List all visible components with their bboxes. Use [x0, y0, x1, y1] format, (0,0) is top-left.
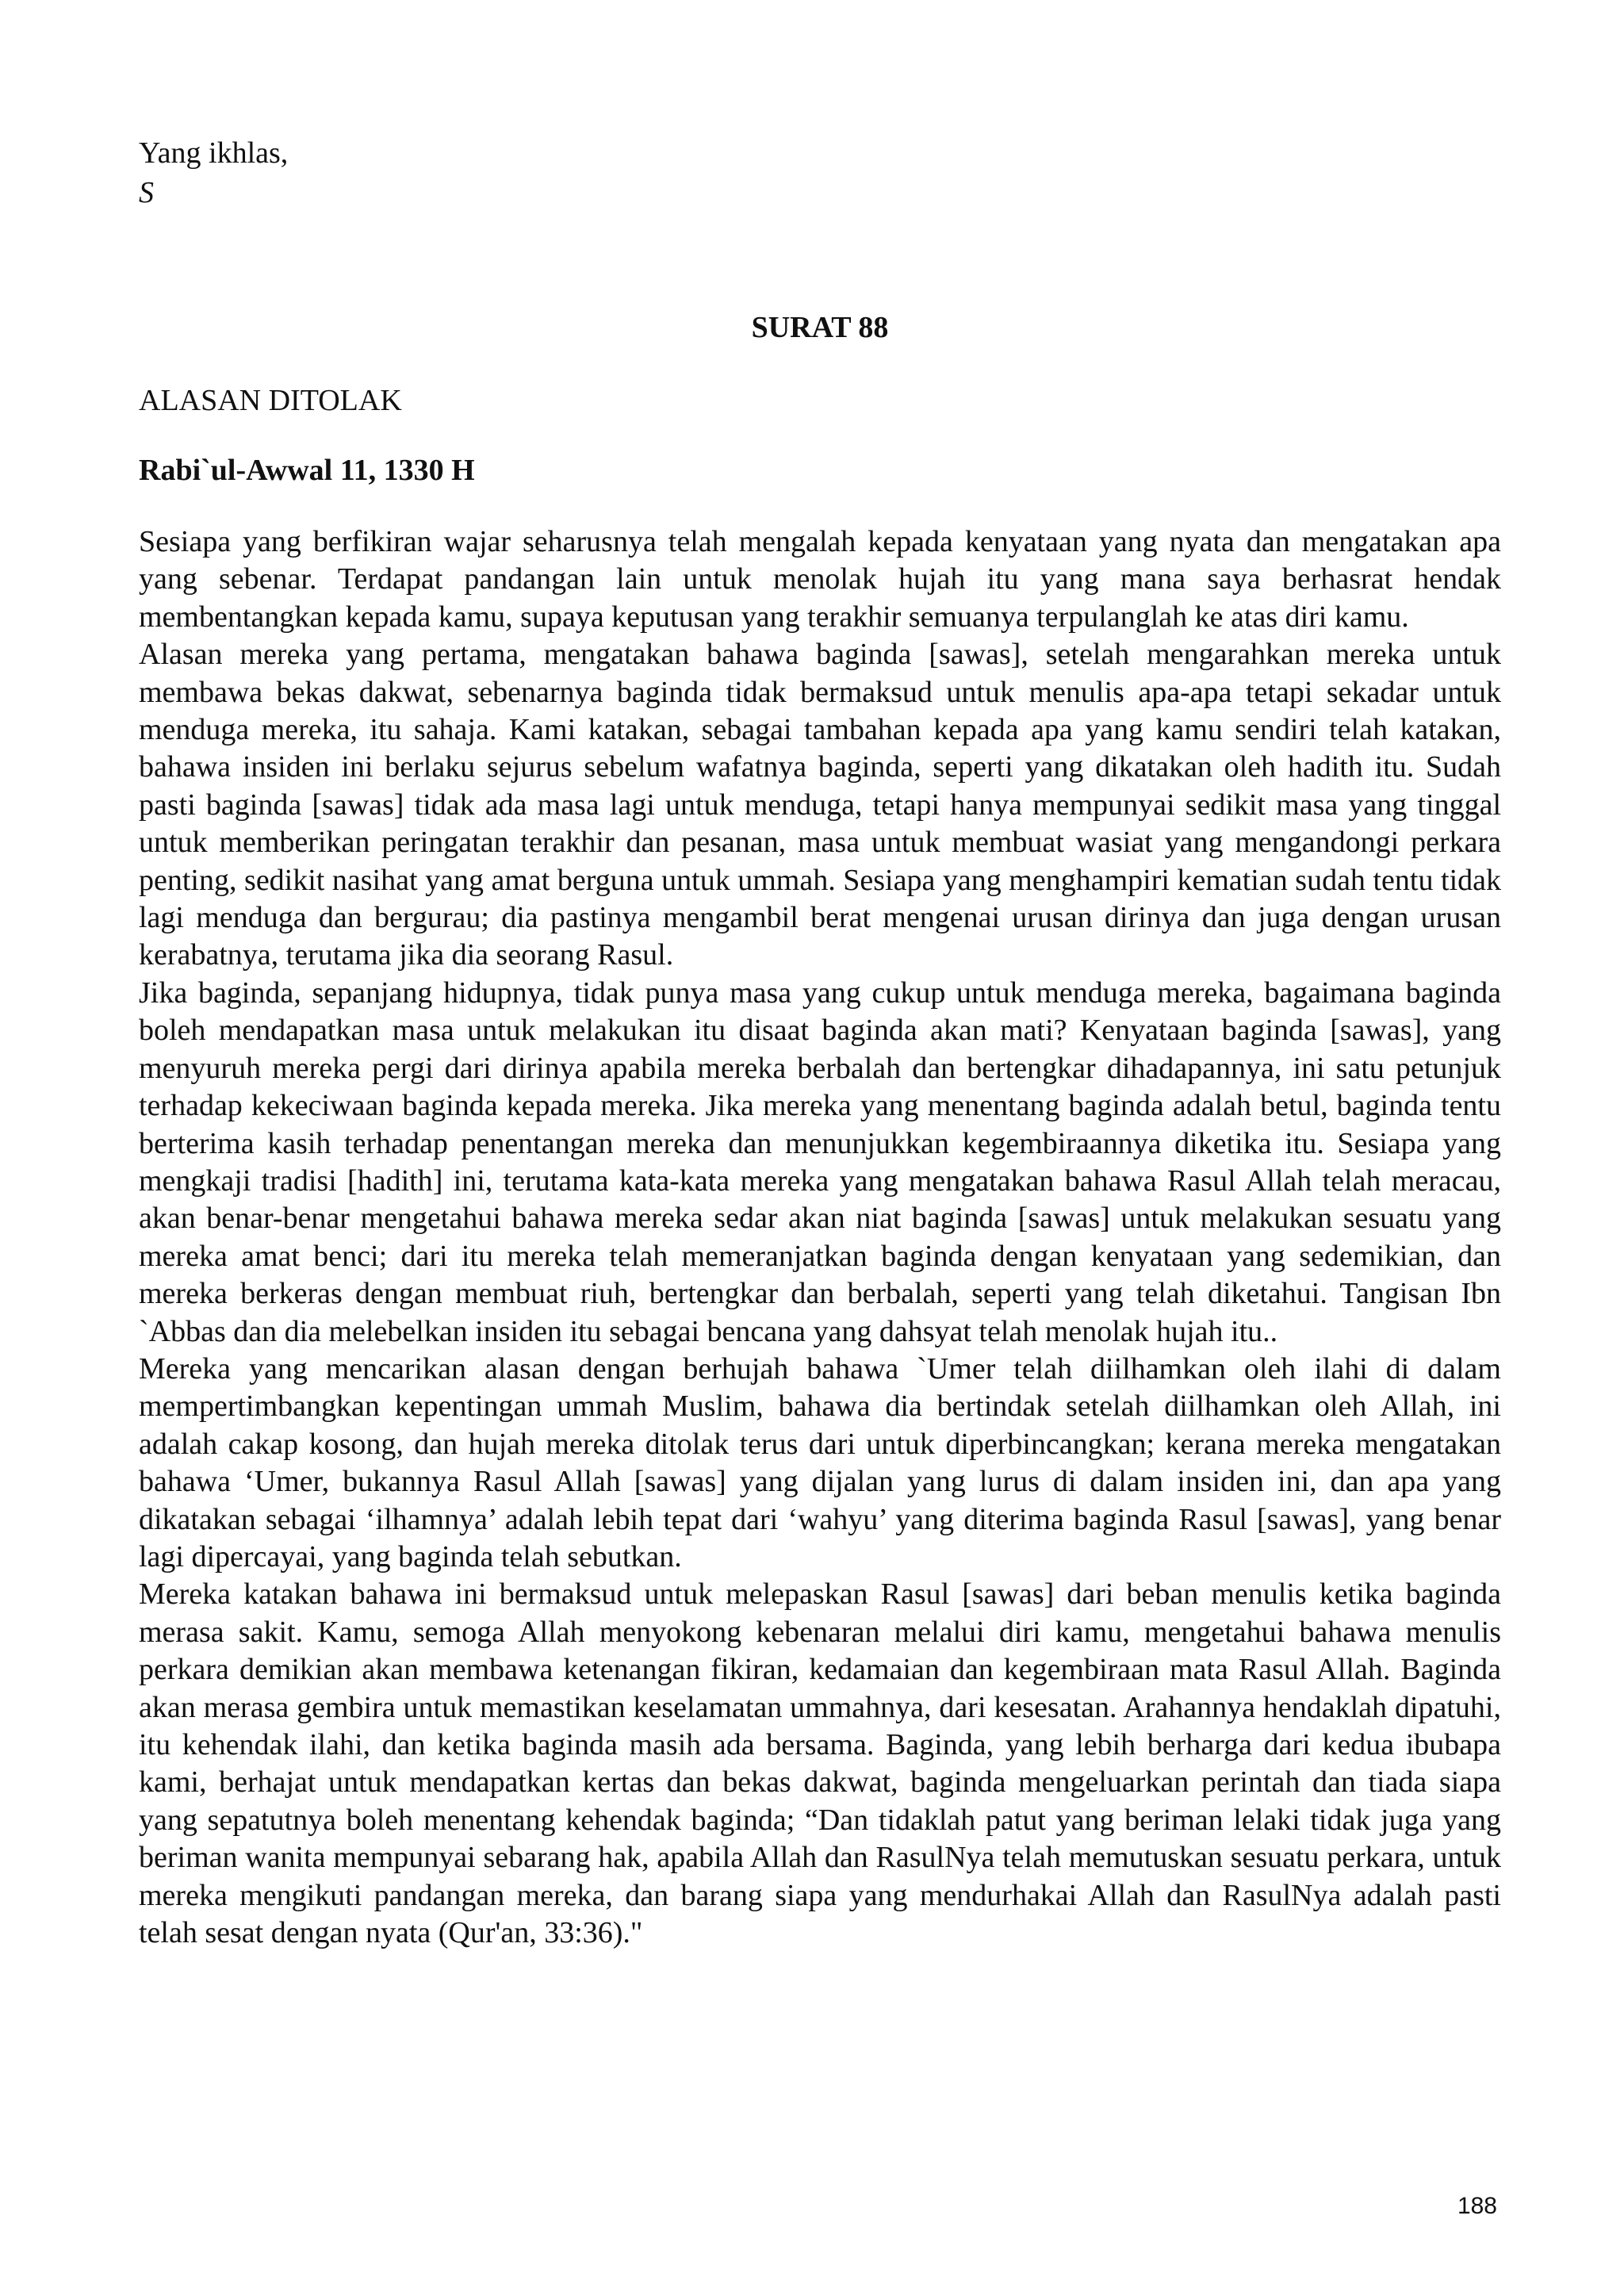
body-paragraph: Sesiapa yang berfikiran wajar seharusnya telah mengalah kepada kenyataan yang nyata dan mengatakan apa yang sebenar. Terdapat pandangan lain untuk menolak hujah itu yang mana saya berhasrat hendak membentangkan kepada kamu, supaya keputusan yang terakhir semuanya terpulanglah ke atas diri kamu. [139, 525, 1501, 634]
body-paragraph: Mereka katakan bahawa ini bermaksud untuk melepaskan Rasul [sawas] dari beban menulis ketika baginda merasa sakit. Kamu, semoga Allah menyokong kebenaran melalui diri kamu, mengetahui bahawa menulis perkara demikian akan membawa ketenangan fikiran, kedamaian dan kegembiraan mata Rasul Allah. Baginda akan merasa gembira untuk memastikan keselamatan ummahnya, dari kesesatan. Arahannya hendaklah dipatuhi, itu kehendak ilahi, dan ketika baginda masih ada bersama. Baginda, yang lebih berharga dari kedua ibubapa kami, berhajat untuk mendapatkan kertas dan bekas dakwat, baginda mengeluarkan perintah dan tiada siapa yang sepatutnya boleh menentang kehendak baginda; “Dan tidaklah patut yang beriman lelaki tidak juga yang beriman wanita mempunyai sebarang hak, apabila Allah dan RasulNya telah memutuskan sesuatu perkara, untuk mereka mengikuti pandangan mereka, dan barang siapa yang mendurhakai Allah dan RasulNya adalah pasti telah sesat dengan nyata (Qur'an, 33:36)." [139, 1577, 1501, 1950]
letter-title: SURAT 88 [751, 311, 889, 344]
body-paragraph: Mereka yang mencarikan alasan dengan berhujah bahawa `Umer telah diilhamkan oleh ilahi di dalam mempertimbangkan kepentingan ummah Muslim, bahawa dia bertindak setelah diilhamkan oleh Allah, ini adalah cakap kosong, dan hujah mereka ditolak terus dari untuk diperbincangkan; kerana mereka mengatakan bahawa ‘Umer, bukannya Rasul Allah [sawas] yang dijalan yang lurus di dalam insiden ini, dan apa yang dikatakan sebagai ‘ilhamnya’ adalah lebih tepat dari ‘wahyu’ yang diterima baginda Rasul [sawas], yang benar lagi dipercayai, yang baginda telah sebutkan. [139, 1351, 1501, 1573]
closing-block [139, 133, 1501, 213]
letter-body [139, 523, 1501, 1952]
body-paragraph: Alasan mereka yang pertama, mengatakan bahawa baginda [sawas], setelah mengarahkan mereka untuk membawa bekas dakwat, sebenarnya baginda tidak bermaksud untuk menulis apa-apa tetapi sekadar untuk menduga mereka, itu sahaja. Kami katakan, sebagai tambahan kepada apa yang kamu sendiri telah katakan, bahawa insiden ini berlaku sejurus sebelum wafatnya baginda, seperti yang dikatakan oleh hadith itu. Sudah pasti baginda [sawas] tidak ada masa lagi untuk menduga, tetapi hanya mempunyai sedikit masa yang tinggal untuk memberikan peringatan terakhir dan pesanan, masa untuk membuat wasiat yang mengandongi perkara penting, sedikit nasihat yang amat berguna untuk ummah. Sesiapa yang menghampiri kematian sudah tentu tidak lagi menduga dan bergurau; dia pastinya mengambil berat mengenai urusan dirinya dan juga dengan urusan kerabatnya, terutama jika dia seorang Rasul. [139, 638, 1501, 972]
page-number: 188 [1457, 2193, 1497, 2219]
signature: S [139, 176, 154, 209]
letter-date: Rabi`ul-Awwal 11, 1330 H [139, 454, 475, 487]
body-paragraph: Jika baginda, sepanjang hidupnya, tidak punya masa yang cukup untuk menduga mereka, bagaimana baginda boleh mendapatkan masa untuk melakukan itu disaat baginda akan mati? Kenyataan baginda [sawas], yang menyuruh mereka pergi dari dirinya apabila mereka berbalah dan bertengkar dihadapannya, ini satu petunjuk terhadap kekeciwaan baginda kepada mereka. Jika mereka yang menentang baginda adalah betul, baginda tentu berterima kasih terhadap penentangan mereka dan menunjukkan kegembiraannya diketika itu. Sesiapa yang mengkaji tradisi [hadith] ini, terutama kata-kata mereka yang mengatakan bahawa Rasul Allah telah meracau, akan benar-benar mengetahui bahawa mereka sedar akan niat baginda [sawas] untuk melakukan sesuatu yang mereka amat benci; dari itu mereka telah memeranjatkan baginda dengan kenyataan yang sedemikian, dan mereka berkeras dengan membuat riuh, bertengkar dan berbalah, seperti yang telah diketahui. Tangisan Ibn `Abbas dan dia melebelkan insiden itu sebagai bencana yang dahsyat telah menolak hujah itu.. [139, 976, 1501, 1348]
letter-subject: ALASAN DITOLAK [139, 384, 402, 417]
closing-salutation: Yang ikhlas, [139, 136, 289, 170]
document-page [139, 133, 1501, 1952]
